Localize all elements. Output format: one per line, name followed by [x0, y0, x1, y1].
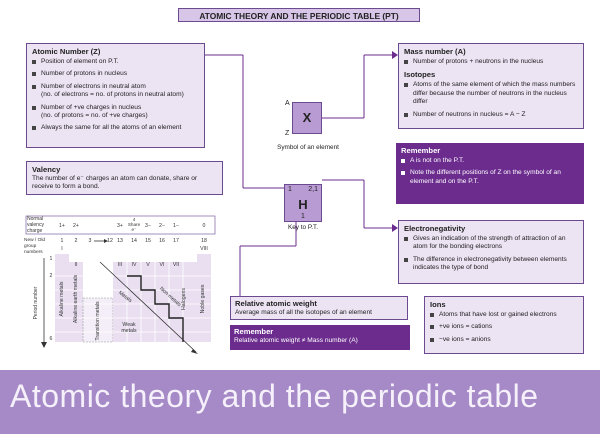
- valency-text: The number of e⁻ charges an atom can donate, share or receive to form a bond.: [32, 175, 198, 191]
- old-group-number: VII: [172, 262, 180, 268]
- key-valency: 2,1: [308, 186, 318, 193]
- old-group-number: VIII: [200, 246, 208, 252]
- new-group-number: 2: [74, 238, 78, 244]
- old-group-number: I: [61, 246, 63, 252]
- valency-charge: 1+: [59, 223, 65, 229]
- valency-charge: 2+: [73, 223, 79, 229]
- valency-charge: 2−: [159, 223, 165, 229]
- new-group-number: 13: [117, 238, 123, 244]
- transition-metals-label: Transition metals: [95, 301, 101, 341]
- relative-weight-text: Average mass of all the isotopes of an element: [235, 309, 372, 316]
- new-group-number: 16: [159, 238, 165, 244]
- valency-charge: 4 Share e⁻: [127, 217, 141, 233]
- noble-gases-label: Noble gases: [200, 284, 206, 314]
- new-group-number: 14: [131, 238, 137, 244]
- atomic-number-item: Number of +ve charges in nucleus (no. of protons = no. of +ve charges): [32, 104, 199, 121]
- isotopes-heading: Isotopes: [404, 70, 436, 80]
- old-group-number: VI: [159, 262, 165, 268]
- isotope-item: Number of neutrons in nucleus = A − Z: [404, 111, 578, 119]
- valency-charge: 0: [202, 223, 206, 229]
- valency-charge: 3−: [145, 223, 151, 229]
- electronegativity-item: Gives an indication of the strength of attraction of an atom for the bonding electrons: [404, 235, 578, 252]
- ions-item: −ve ions = anions: [430, 336, 578, 344]
- banner-title: Atomic theory and the periodic table: [10, 378, 539, 414]
- alkaline-earth-metals-label: Alkaline earth metals: [73, 274, 79, 324]
- new-group-number: 3: [88, 238, 92, 244]
- atomic-number-item: Number of protons in nucleus: [32, 70, 199, 78]
- old-group-number: V: [146, 262, 150, 268]
- valency-charge: 1−: [173, 223, 179, 229]
- new-group-number: 1: [60, 238, 64, 244]
- old-group-number: IV: [131, 262, 137, 268]
- ions-item: Atoms that have lost or gained electrons: [430, 311, 578, 319]
- relative-weight-heading: Relative atomic weight: [235, 299, 317, 308]
- symbol-caption: Symbol of an element: [277, 144, 339, 151]
- key-atomic-number: 1: [288, 186, 292, 193]
- non-metals-label: Non-metals: [158, 285, 182, 309]
- electronegativity-item: The difference in electronegativity between elements indicates the type of bond: [404, 256, 578, 273]
- period-number: 6: [49, 336, 53, 342]
- remember-heading-2: Remember: [234, 327, 274, 336]
- isotope-item: Atoms of the same element of which the mass numbers differ because the number of neutrons in the nucleus differ: [404, 81, 578, 106]
- ions-heading: Ions: [430, 300, 446, 309]
- mass-number-heading: Mass number (A): [404, 47, 466, 56]
- electronegativity-heading: Electronegativity: [404, 224, 466, 233]
- new-group-number: 12: [107, 238, 113, 244]
- period-number: 1: [49, 256, 53, 262]
- atomic-number-item: Position of element on P.T.: [32, 58, 199, 66]
- halogens-label: Halogens: [181, 288, 187, 310]
- mass-number-item: Number of protons + neutrons in the nucleus: [404, 58, 578, 66]
- page-title: ATOMIC THEORY AND THE PERIODIC TABLE (PT): [178, 8, 420, 22]
- group-numbers-label: New / Old group numbers: [24, 238, 46, 255]
- key-weight: 1: [301, 213, 305, 220]
- atomic-number-item: Always the same for all the atoms of an element: [32, 124, 199, 132]
- old-group-number: III: [117, 262, 123, 268]
- atomic-number-heading: Atomic Number (Z): [32, 47, 101, 56]
- atomic-number-label: Z: [285, 130, 290, 137]
- new-group-number: 17: [173, 238, 179, 244]
- remember-item: Note the different positions of Z on the symbol of an element and on the P.T.: [401, 169, 579, 186]
- new-group-number: 18: [201, 238, 207, 244]
- period-number-label: Period number: [33, 286, 39, 320]
- key-caption: Key to P.T.: [287, 224, 319, 231]
- remember-heading-1: Remember: [401, 146, 441, 155]
- valency-row-label: Normal valency charge: [27, 216, 44, 234]
- valency-charge: 3+: [117, 223, 123, 229]
- key-letter: H: [298, 197, 308, 212]
- weak-metals-label: Weak metals: [121, 322, 137, 334]
- period-number: 2: [49, 273, 53, 279]
- remember-item: A is not on the P.T.: [401, 157, 579, 165]
- valency-heading: Valency: [32, 165, 61, 174]
- atomic-number-item: Number of electrons in neutral atom (no. of electrons = no. of protons in neutral atom): [32, 83, 199, 100]
- remember-text-2: Relative atomic weight ≠ Mass number (A): [234, 337, 358, 344]
- alkaline-metals-label: Alkaline metals: [59, 281, 65, 317]
- old-group-number: II: [74, 262, 78, 268]
- mass-number-label: A: [285, 100, 290, 107]
- ions-item: +ve ions = cations: [430, 323, 578, 331]
- new-group-number: 15: [145, 238, 151, 244]
- bottom-banner: [0, 370, 600, 434]
- metals-label: Metals: [117, 289, 133, 305]
- element-symbol-letter: X: [302, 110, 312, 125]
